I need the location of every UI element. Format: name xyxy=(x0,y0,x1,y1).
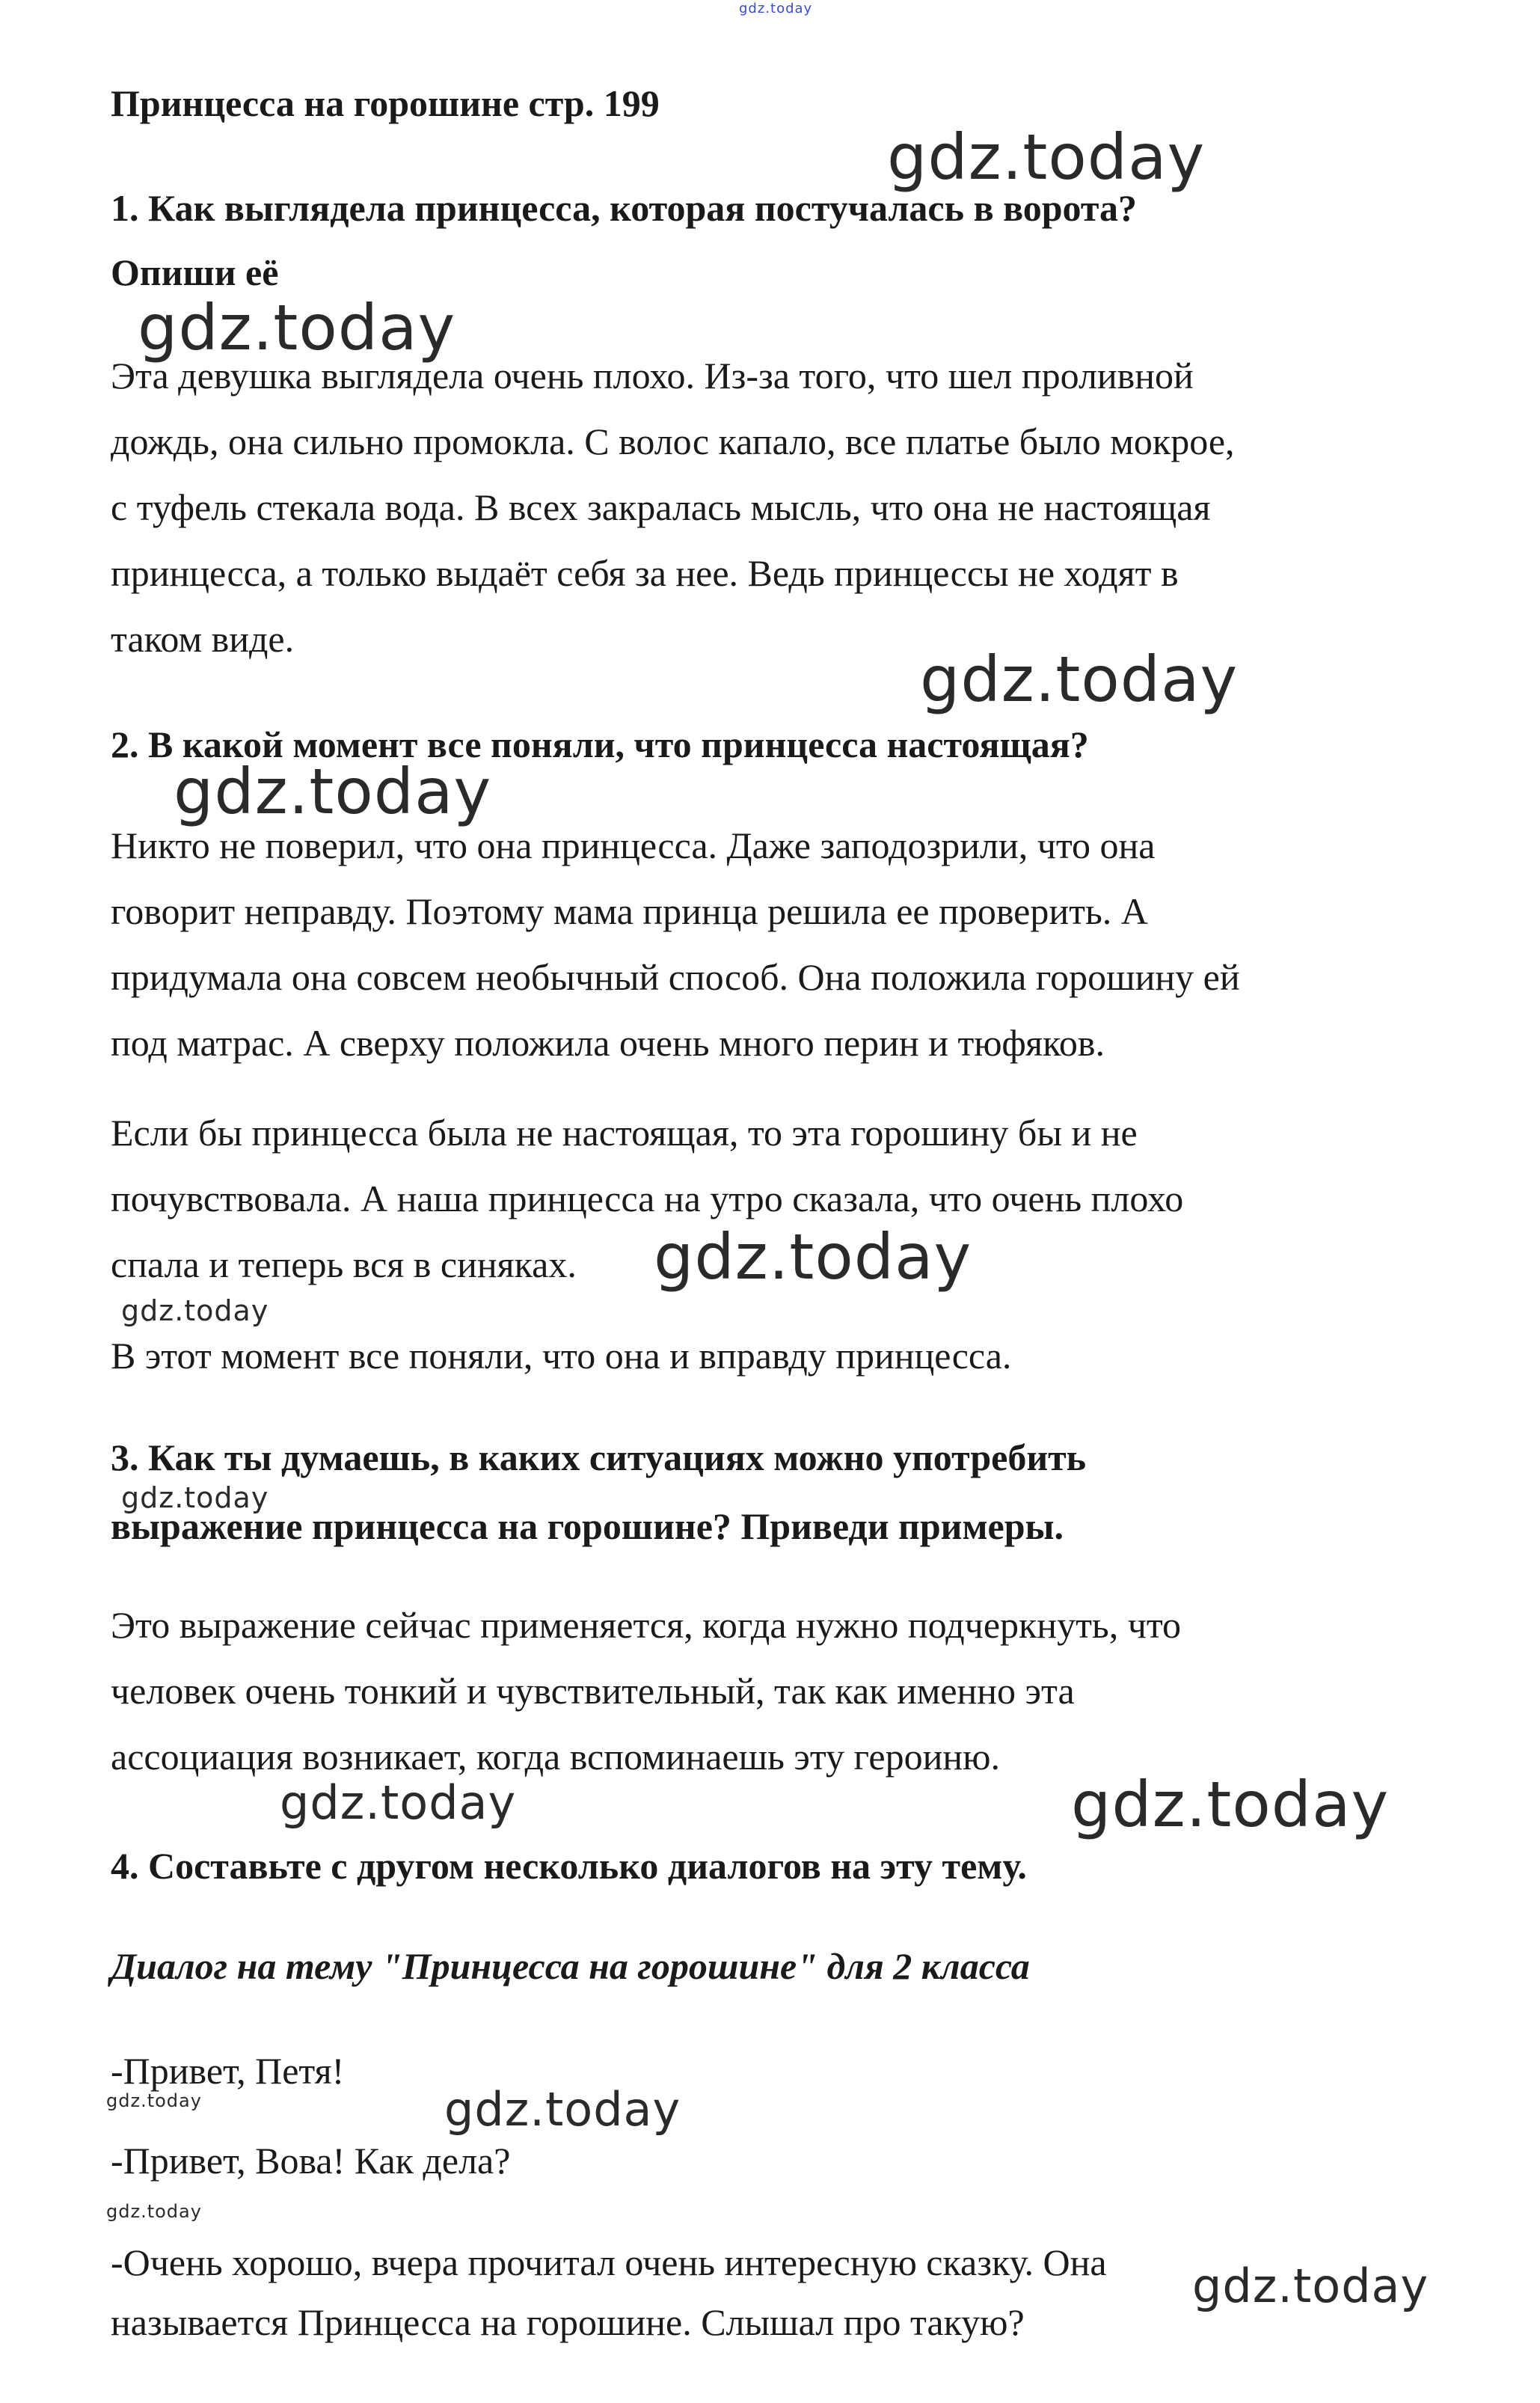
watermark: gdz.today xyxy=(121,1481,269,1514)
answer-3-line: Это выражение сейчас применяется, когда нужно подчеркнуть, что xyxy=(111,1604,1182,1646)
watermark: gdz.today xyxy=(280,1775,517,1830)
watermark: gdz.today xyxy=(106,2201,202,2222)
question-3-line-1: 3. Как ты думаешь, в каких ситуациях можно употребить xyxy=(111,1436,1087,1478)
watermark: gdz.today xyxy=(444,2082,681,2137)
watermark-top: gdz.today xyxy=(739,1,813,16)
answer-2-line: придумала она совсем необычный способ. Она положила горошину ей xyxy=(111,956,1240,998)
answer-2-line: Никто не поверил, что она принцесса. Даже заподозрили, что она xyxy=(111,824,1156,866)
dialog-line: -Привет, Петя! xyxy=(111,2050,345,2092)
answer-3-line: человек очень тонкий и чувствительный, так как именно эта xyxy=(111,1670,1075,1712)
answer-2-line: спала и теперь вся в синяках. xyxy=(111,1243,577,1285)
watermark: gdz.today xyxy=(121,1294,269,1327)
watermark: gdz.today xyxy=(1192,2259,1429,2313)
watermark: gdz.today xyxy=(1071,1768,1390,1841)
answer-1-line: принцесса, а только выдаёт себя за нее. Ведь принцессы не ходят в xyxy=(111,552,1179,594)
dialog-line: -Очень хорошо, вчера прочитал очень интересную сказку. Она xyxy=(111,2241,1107,2283)
dialog-title: Диалог на тему "Принцесса на горошине" для 2 класса xyxy=(111,1945,1030,1987)
answer-1-line: дождь, она сильно промокла. С волос капало, все платье было мокрое, xyxy=(111,420,1235,462)
question-4: 4. Составьте с другом несколько диалогов на эту тему. xyxy=(111,1845,1027,1887)
dialog-line: -Привет, Вова! Как дела? xyxy=(111,2140,511,2182)
answer-2-line: под матрас. А сверху положила очень много перин и тюфяков. xyxy=(111,1022,1105,1064)
answer-1-line: с туфель стекала вода. В всех закралась мысль, что она не настоящая xyxy=(111,486,1211,528)
answer-2-line: В этот момент все поняли, что она и вправду принцесса. xyxy=(111,1335,1012,1377)
answer-1-line: Эта девушка выглядела очень плохо. Из-за того, что шел проливной xyxy=(111,355,1194,397)
watermark: gdz.today xyxy=(920,643,1239,716)
page-title: Принцесса на горошине стр. 199 xyxy=(111,82,660,124)
answer-2-line: Если бы принцесса была не настоящая, то эта горошину бы и не xyxy=(111,1112,1138,1154)
answer-2-line: говорит неправду. Поэтому мама принца решила ее проверить. А xyxy=(111,890,1148,932)
watermark: gdz.today xyxy=(106,2090,202,2111)
watermark: gdz.today xyxy=(654,1220,972,1294)
watermark: gdz.today xyxy=(887,120,1206,194)
answer-3-line: ассоциация возникает, когда вспоминаешь эту героиню. xyxy=(111,1736,1000,1778)
question-3-line-2: выражение принцесса на горошине? Приведи примеры. xyxy=(111,1505,1064,1547)
watermark: gdz.today xyxy=(138,291,456,364)
question-1-line-2: Опиши её xyxy=(111,251,279,293)
question-1-line-1: 1. Как выглядела принцесса, которая постучалась в ворота? xyxy=(111,187,1138,229)
dialog-line: называется Принцесса на горошине. Слышал про такую? xyxy=(111,2301,1025,2343)
watermark: gdz.today xyxy=(174,755,492,828)
answer-1-line: таком виде. xyxy=(111,618,295,660)
answer-2-line: почувствовала. А наша принцесса на утро сказала, что очень плохо xyxy=(111,1178,1184,1219)
question-2: 2. В какой момент все поняли, что принцесса настоящая? xyxy=(111,723,1089,765)
